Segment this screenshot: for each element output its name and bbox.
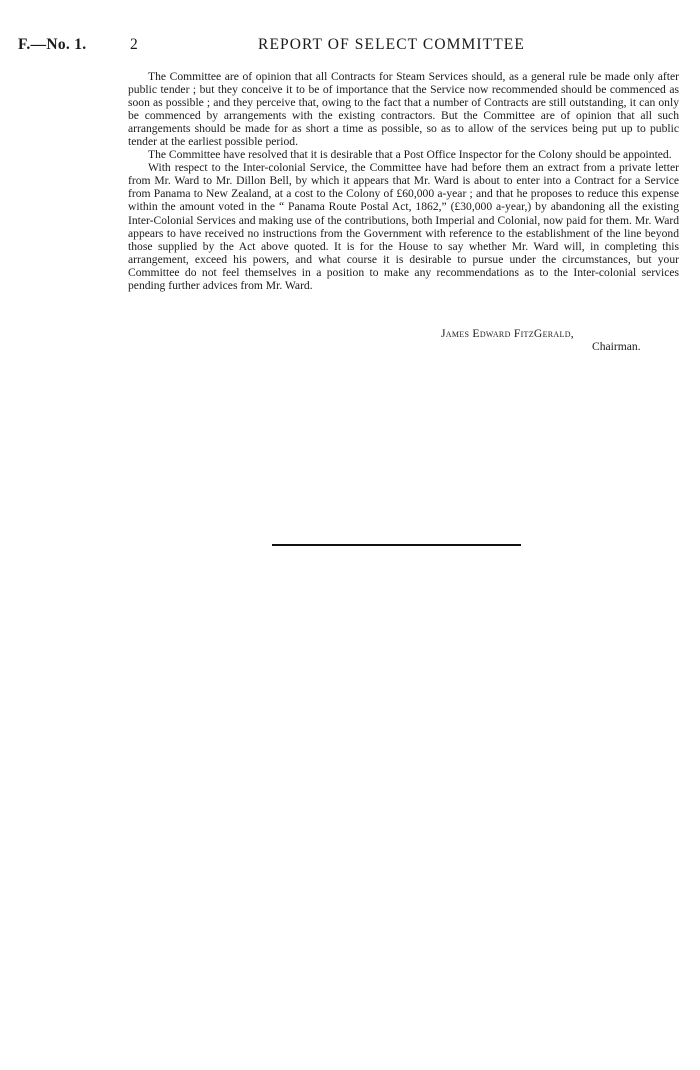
document-reference: F.—No. 1. [18,36,87,53]
report-body [128,70,679,292]
page-number: 2 [130,36,138,53]
running-title: REPORT OF SELECT COMMITTEE [258,36,525,53]
horizontal-rule [272,544,521,546]
paragraph-post-office-inspector: The Committee have resolved that it is desirable that a Post Office Inspector for the Colony should be appointed. [148,148,672,162]
signature-block [128,327,679,354]
page-header [0,36,700,58]
signatory-title: Chairman. [592,340,641,354]
signatory-name: James Edward FitzGerald, [441,327,574,340]
paragraph-contracts: The Committee are of opinion that all Contracts for Steam Services should, as a general rule be made only after public tender ; but they conceive it to be of importance that the Service now recommended should be commenced as soon as possible ; and they perceive that, owing to the fact that a number of Contracts are still outstanding, it can only be commenced by arrangements with the existing contractors. But the Committee are of opinion that all such arrangements should be made for as short a time as possible, so as to allow of the services being put up to public tender at the earliest possible period. [128,70,679,149]
paragraph-inter-colonial-service: With respect to the Inter-colonial Service, the Committee have had before them an extract from a private letter from Mr. Ward to Mr. Dillon Bell, by which it appears that Mr. Ward is about to enter into a Contract for a Service from Panama to New Zealand, at a cost to the Colony of £60,000 a-year ; and that he proposes to reduce this expense within the amount voted in the “ Panama Route Postal Act, 1862,” (£30,000 a-year,) by abandoning all the existing Inter-Colonial Services and making use of the contributions, both Imperial and Colonial, now paid for them. Mr. Ward appears to have received no instructions from the Government with reference to the establishment of the line beyond those supplied by the Act above quoted. It is for the House to say whether Mr. Ward will, in completing this arrangement, exceed his powers, and what course it is desirable to pursue under the circumstances, but your Committee do not feel themselves in a position to make any recommendations as to the Inter-colonial services pending further advices from Mr. Ward. [128,161,679,292]
